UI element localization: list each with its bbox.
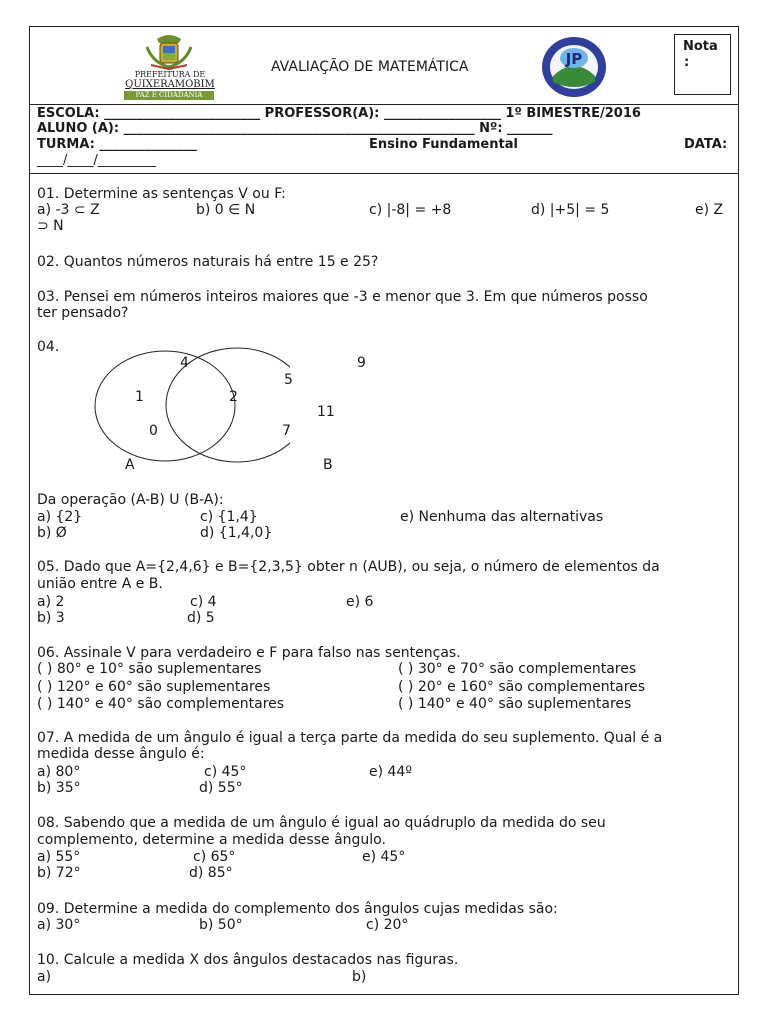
q07-option-a: a) 80° xyxy=(37,764,81,780)
q01-option-e: e) Z xyxy=(695,202,724,218)
q03-line2: ter pensado? xyxy=(37,305,129,321)
q08-option-a: a) 55° xyxy=(37,849,81,865)
q06-stem: 06. Assinale V para verdadeiro e F para falso nas sentenças. xyxy=(37,645,461,661)
q01-option-e-cont: ⊃ N xyxy=(37,218,64,234)
q05-option-b: b) 3 xyxy=(37,610,65,626)
q07-line1: 07. A medida de um ângulo é igual a terça parte da medida do seu suplemento. Qual é a xyxy=(37,730,663,746)
q04-option-b: b) Ø xyxy=(37,525,67,541)
school-logo-icon xyxy=(541,36,607,98)
q06-right-1: ( ) 30° e 70° são complementares xyxy=(398,661,637,677)
venn-element-edge-top: 4 xyxy=(180,355,189,371)
aluno-line: ALUNO (A): ______________________________________________________ Nº: _______ xyxy=(37,121,553,136)
q09-option-c: c) 20° xyxy=(366,917,409,933)
q07-line2: medida desse ângulo é: xyxy=(37,746,205,762)
q05-line1: 05. Dado que A={2,4,6} e B={2,3,5} obter n (AUB), ou seja, o número de elementos da xyxy=(37,559,660,575)
q04-option-d: d) {1,4,0} xyxy=(200,525,273,541)
q08-option-c: c) 65° xyxy=(193,849,236,865)
q01-option-c: c) |-8| = +8 xyxy=(369,202,452,218)
q05-option-e: e) 6 xyxy=(346,594,374,610)
info-divider xyxy=(29,173,739,174)
venn-element-b-only-2: 7 xyxy=(282,423,291,439)
q06-right-2: ( ) 20° e 160° são complementares xyxy=(398,679,646,695)
q10-figure-b-label: b) xyxy=(352,969,367,985)
venn-element-outside-2: 11 xyxy=(317,404,335,420)
q07-option-b: b) 35° xyxy=(37,780,81,796)
q01-option-d: d) |+5| = 5 xyxy=(531,202,610,218)
venn-set-a xyxy=(95,351,235,461)
q06-right-3: ( ) 140° e 40° são suplementares xyxy=(398,696,632,712)
ensino-line: Ensino Fundamental xyxy=(369,137,518,152)
q01-stem: 01. Determine as sentenças V ou F: xyxy=(37,186,286,202)
venn-set-a-label: A xyxy=(125,457,135,473)
venn-diagram xyxy=(90,345,290,465)
q01-option-b: b) 0 ∈ N xyxy=(196,202,256,218)
q04-operation: Da operação (A-B) U (B-A): xyxy=(37,492,224,508)
prefeitura-line2: QUIXERAMOBIM xyxy=(125,79,215,90)
venn-element-outside-1: 9 xyxy=(357,355,366,371)
q08-option-b: b) 72° xyxy=(37,865,81,881)
prefeitura-line1: PREFEITURA DE xyxy=(134,70,206,79)
q07-option-e: e) 44º xyxy=(369,764,412,780)
prefeitura-line3: PAZ E CIDADANIA xyxy=(124,91,214,100)
q06-left-3: ( ) 140° e 40° são complementares xyxy=(37,696,285,712)
venn-set-b-label: B xyxy=(323,457,333,473)
nota-label: Nota xyxy=(683,39,718,54)
q10-stem: 10. Calcule a medida X dos ângulos destacados nas figuras. xyxy=(37,952,459,968)
data-label: DATA: xyxy=(684,137,728,152)
nota-colon: : xyxy=(684,55,690,70)
q05-option-d: d) 5 xyxy=(187,610,215,626)
q08-option-d: d) 85° xyxy=(189,865,233,881)
data-blank: ____/____/_________ xyxy=(37,153,157,168)
q09-option-a: a) 30° xyxy=(37,917,81,933)
q01-option-a: a) -3 ⊂ Z xyxy=(37,202,100,218)
q09-option-b: b) 50° xyxy=(199,917,243,933)
q03-line1: 03. Pensei em números inteiros maiores que -3 e menor que 3. Em que números posso xyxy=(37,289,648,305)
q05-line2: união entre A e B. xyxy=(37,576,163,592)
q06-left-2: ( ) 120° e 60° são suplementares xyxy=(37,679,271,695)
q06-left-1: ( ) 80° e 10° são suplementares xyxy=(37,661,262,677)
q07-option-d: d) 55° xyxy=(199,780,243,796)
q08-option-e: e) 45° xyxy=(362,849,406,865)
venn-element-b-only-1: 5 xyxy=(284,372,293,388)
q09-stem: 09. Determine a medida do complemento dos ângulos cujas medidas são: xyxy=(37,901,558,917)
prefeitura-crest-icon xyxy=(143,33,195,71)
q05-option-a: a) 2 xyxy=(37,594,65,610)
q08-line1: 08. Sabendo que a medida de um ângulo é igual ao quádruplo da medida do seu xyxy=(37,815,606,831)
header-divider xyxy=(29,104,739,105)
q10-figure-a-label: a) xyxy=(37,969,52,985)
venn-element-a-only-2: 0 xyxy=(149,423,158,439)
q05-option-c: c) 4 xyxy=(190,594,217,610)
school-logo-text: JP xyxy=(565,50,583,68)
escola-line: ESCOLA: ________________________ PROFESSOR(A): __________________ 1º BIMESTRE/2016 xyxy=(37,106,641,121)
venn-element-intersection: 2 xyxy=(229,389,238,405)
q08-line2: complemento, determine a medida desse ângulo. xyxy=(37,832,386,848)
turma-line: TURMA: _______________ xyxy=(37,137,197,152)
q04-label: 04. xyxy=(37,339,60,355)
q04-option-c: c) {1,4} xyxy=(200,509,258,525)
q04-option-e: e) Nenhuma das alternativas xyxy=(400,509,604,525)
page-title: AVALIAÇÃO DE MATEMÁTICA xyxy=(271,59,469,75)
q02-stem: 02. Quantos números naturais há entre 15 e 25? xyxy=(37,254,379,270)
q04-option-a: a) {2} xyxy=(37,509,83,525)
venn-element-a-only-1: 1 xyxy=(135,389,144,405)
q07-option-c: c) 45° xyxy=(204,764,247,780)
